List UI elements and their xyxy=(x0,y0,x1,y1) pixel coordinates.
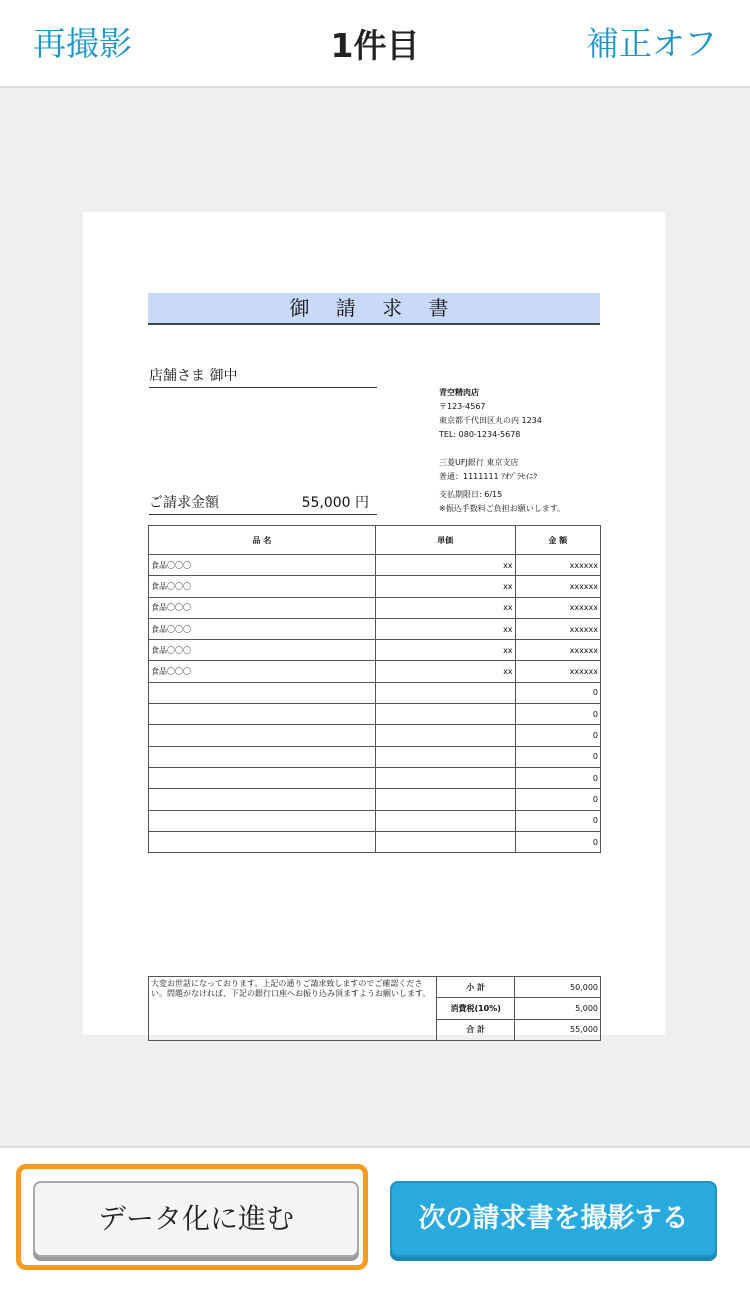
total-value: 55,000 xyxy=(515,1019,601,1040)
issuer-bank: 三菱UFJ銀行 東京支店 xyxy=(439,458,519,467)
amount-cell: xxxxxx xyxy=(515,555,600,576)
table-row xyxy=(149,576,601,597)
retake-button[interactable]: 再撮影 xyxy=(33,24,132,63)
amount-cell: xxxxxx xyxy=(515,661,600,682)
amount-cell: xxxxxx xyxy=(515,618,600,639)
unit-price-cell: xx xyxy=(375,576,515,597)
amount-cell: 0 xyxy=(515,767,600,788)
header-item-name: 品 名 xyxy=(149,526,376,555)
item-name-cell: 食品〇〇〇 xyxy=(149,597,376,618)
amount-cell: 0 xyxy=(515,746,600,767)
item-name-cell xyxy=(149,725,376,746)
fee-note: ※振込手数料ご負担お願いします。 xyxy=(439,504,566,513)
header-amount: 金 額 xyxy=(515,526,600,555)
summary-row xyxy=(149,977,601,998)
addressee: 店舗さま 御中 xyxy=(149,365,377,388)
issuer-address: 東京都千代田区丸の内 1234 xyxy=(439,416,542,425)
unit-price-cell: xx xyxy=(375,640,515,661)
table-row xyxy=(149,661,601,682)
total-label: 合 計 xyxy=(437,1019,515,1040)
amount-cell: 0 xyxy=(515,725,600,746)
unit-price-cell xyxy=(375,746,515,767)
payment-deadline: 支払期限日: 6/15 xyxy=(439,490,503,499)
item-name-cell xyxy=(149,704,376,725)
tax-value: 5,000 xyxy=(515,998,601,1019)
page-title: 1件目 xyxy=(330,26,420,65)
billing-amount-label: ご請求金額 xyxy=(149,495,219,511)
item-name-cell xyxy=(149,789,376,810)
table-row xyxy=(149,725,601,746)
unit-price-cell: xx xyxy=(375,618,515,639)
table-row xyxy=(149,597,601,618)
unit-price-cell: xx xyxy=(375,661,515,682)
issuer-name: 青空精肉店 xyxy=(439,388,479,397)
item-name-cell xyxy=(149,831,376,852)
billing-amount-row xyxy=(149,492,377,515)
amount-cell: xxxxxx xyxy=(515,576,600,597)
table-row xyxy=(149,810,601,831)
amount-cell: 0 xyxy=(515,810,600,831)
summary-table xyxy=(148,976,601,1041)
item-name-cell: 食品〇〇〇 xyxy=(149,576,376,597)
table-row xyxy=(149,789,601,810)
shoot-next-invoice-button[interactable]: 次の請求書を撮影する xyxy=(390,1181,717,1257)
header-unit-price: 単価 xyxy=(375,526,515,555)
invoice-note: 大変お世話になっております。上記の通りご請求致しますのでご確認ください。問題がなければ、下記の銀行口座へお振り込み頂ますようお願いします。 xyxy=(149,977,437,1041)
subtotal-value: 50,000 xyxy=(515,977,601,998)
item-name-cell: 食品〇〇〇 xyxy=(149,618,376,639)
issuer-tel: TEL: 080-1234-5678 xyxy=(439,430,521,439)
tax-label: 消費税(10%) xyxy=(437,998,515,1019)
invoice-image xyxy=(83,212,665,1035)
amount-cell: 0 xyxy=(515,704,600,725)
invoice-title: 御 請 求 書 xyxy=(148,293,600,325)
item-name-cell: 食品〇〇〇 xyxy=(149,661,376,682)
top-nav-bar xyxy=(0,0,750,88)
item-name-cell: 食品〇〇〇 xyxy=(149,640,376,661)
preview-area xyxy=(0,88,750,1146)
unit-price-cell xyxy=(375,789,515,810)
items-table xyxy=(148,525,601,853)
proceed-to-data-button[interactable]: データ化に進む xyxy=(33,1181,359,1257)
item-name-cell xyxy=(149,682,376,703)
item-name-cell xyxy=(149,767,376,788)
table-row xyxy=(149,831,601,852)
unit-price-cell xyxy=(375,831,515,852)
table-row xyxy=(149,618,601,639)
issuer-postal: 〒123-4567 xyxy=(439,402,486,411)
issuer-info xyxy=(439,386,565,516)
table-row xyxy=(149,682,601,703)
unit-price-cell xyxy=(375,682,515,703)
amount-cell: 0 xyxy=(515,831,600,852)
unit-price-cell: xx xyxy=(375,555,515,576)
item-rows xyxy=(149,555,601,853)
amount-cell: 0 xyxy=(515,789,600,810)
table-row xyxy=(149,746,601,767)
amount-cell: xxxxxx xyxy=(515,640,600,661)
unit-price-cell xyxy=(375,810,515,831)
item-name-cell xyxy=(149,746,376,767)
subtotal-label: 小 計 xyxy=(437,977,515,998)
correction-off-button[interactable]: 補正オフ xyxy=(585,24,717,63)
table-header-row xyxy=(149,526,601,555)
item-name-cell: 食品〇〇〇 xyxy=(149,555,376,576)
table-row xyxy=(149,640,601,661)
table-row xyxy=(149,704,601,725)
issuer-spacer xyxy=(439,442,565,456)
billing-amount-value: 55,000 円 xyxy=(301,495,369,511)
amount-cell: xxxxxx xyxy=(515,597,600,618)
item-name-cell xyxy=(149,810,376,831)
issuer-account: 普通：1111111 ｱｵｿﾞﾗｾｲﾆｸ xyxy=(439,472,538,481)
unit-price-cell xyxy=(375,704,515,725)
unit-price-cell xyxy=(375,767,515,788)
unit-price-cell xyxy=(375,725,515,746)
unit-price-cell: xx xyxy=(375,597,515,618)
amount-cell: 0 xyxy=(515,682,600,703)
table-row xyxy=(149,555,601,576)
table-row xyxy=(149,767,601,788)
